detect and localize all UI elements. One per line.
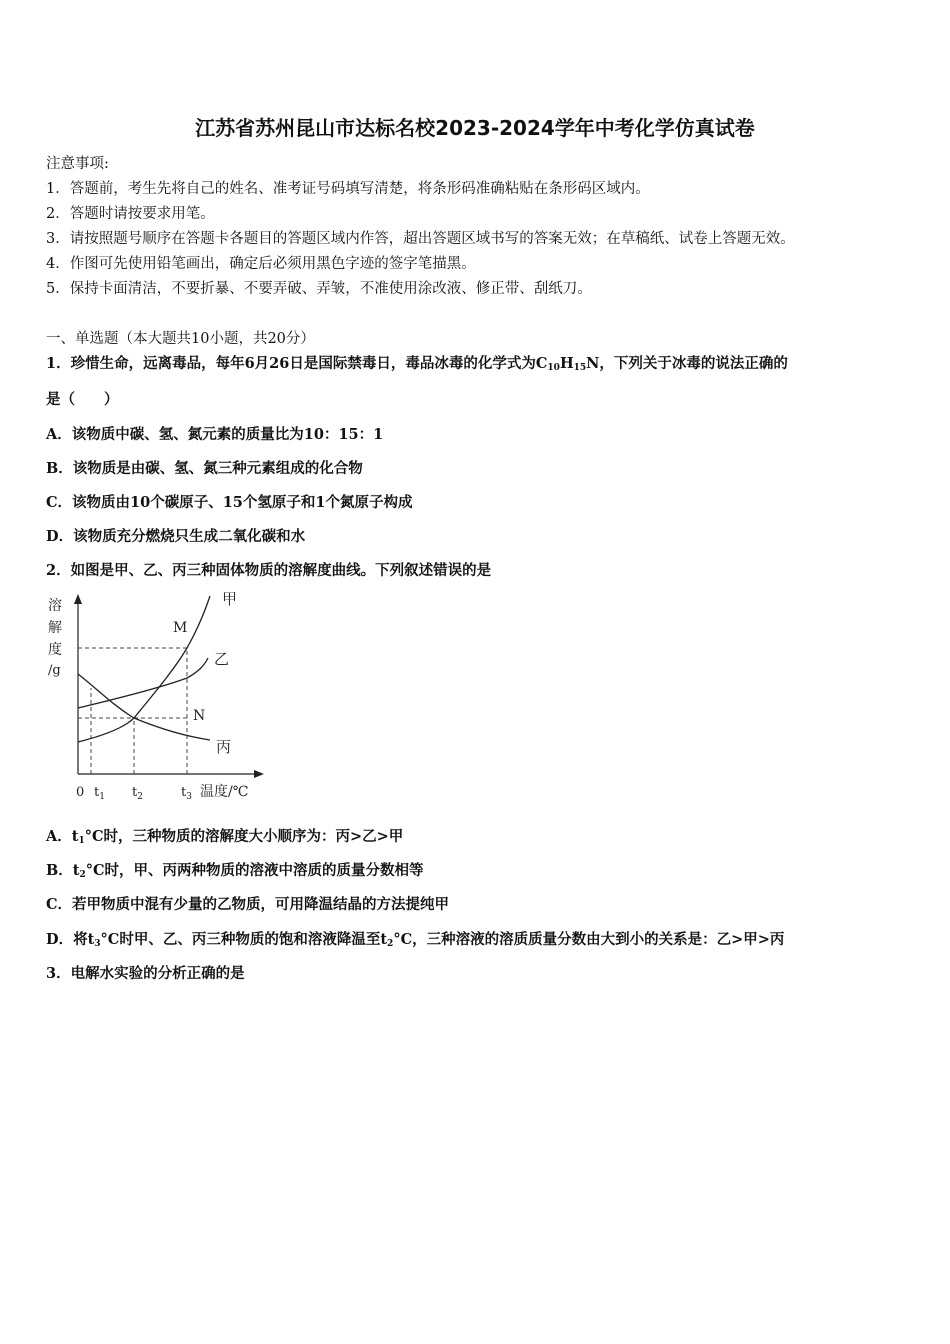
series-jia-label: 甲 <box>222 590 238 608</box>
notice-item-2: 2．答题时请按要求用笔。 <box>46 206 215 222</box>
q1-option-c: C．该物质由10个碳原子、15个氢原子和1个氮原子构成 <box>46 494 413 511</box>
y-axis-arrow <box>74 594 82 604</box>
y-label-4: /g <box>48 663 61 678</box>
q2-option-a: A．$t_1^\circ C$时，三种物质的溶解度大小顺序为：丙>乙>甲 <box>46 828 404 846</box>
x-tick-t1: $t_1$ <box>94 785 105 802</box>
q1-option-b: B．该物质是由碳、氢、氮三种元素组成的化合物 <box>46 460 363 477</box>
q1-option-d: D．该物质充分燃烧只生成二氧化碳和水 <box>46 528 306 545</box>
notice-item-1: 1．答题前，考生先将自己的姓名、准考证号码填写清楚，将条形码准确粘贴在条形码区域内。 <box>46 181 650 197</box>
q2-option-b: B．$t_2^\circ C$时，甲、丙两种物质的溶液中溶质的质量分数相等 <box>46 862 424 880</box>
q2-option-c: C．若甲物质中混有少量的乙物质，可用降温结晶的方法提纯甲 <box>46 896 450 913</box>
y-label-3: 度 <box>48 642 62 658</box>
series-yi-label: 乙 <box>214 650 230 668</box>
q1-stem-cont: 是（ ） <box>46 391 119 408</box>
x-tick-0: 0 <box>76 785 85 800</box>
q1-stem: 1．珍惜生命，远离毒品，每年6月26日是国际禁毒日，毒品冰毒的化学式为$C_{10}H_{15}N$，下列关于冰毒的说法正确的 <box>46 355 788 373</box>
y-label-2: 解 <box>48 620 62 636</box>
point-m-label: M <box>173 620 188 636</box>
q2-option-d: D．将$t_3^\circ C$时甲、乙、丙三种物质的饱和溶液降温至$t_2^\circ C$，三种溶液的溶质质量分数由大到小的关系是：乙>甲>丙 <box>46 931 785 949</box>
notice-heading: 注意事项: <box>46 156 109 172</box>
section-heading: 一、单选题（本大题共10小题，共20分） <box>46 331 315 347</box>
x-axis-arrow <box>254 770 264 778</box>
x-axis-label: 温度/℃ <box>200 784 249 800</box>
x-tick-t3: $t_3$ <box>181 785 192 802</box>
solubility-chart <box>40 588 280 808</box>
y-label-1: 溶 <box>48 598 62 614</box>
notice-item-5: 5．保持卡面清洁，不要折暴、不要弄破、弄皱，不准使用涂改液、修正带、刮纸刀。 <box>46 281 592 297</box>
x-tick-t2: $t_2$ <box>132 785 143 802</box>
q2-stem: 2．如图是甲、乙、丙三种固体物质的溶解度曲线。下列叙述错误的是 <box>46 562 492 579</box>
exam-title: 江苏省苏州昆山市达标名校2023-2024学年中考化学仿真试卷 <box>195 116 755 140</box>
series-bing-curve <box>78 674 210 740</box>
notice-item-3: 3．请按照题号顺序在答题卡各题目的答题区域内作答，超出答题区域书写的答案无效；在草稿纸、试卷上答题无效。 <box>46 231 795 247</box>
series-yi-curve <box>78 658 208 708</box>
point-n-label: N <box>193 708 206 724</box>
series-jia-curve <box>78 596 210 742</box>
notice-item-4: 4．作图可先使用铅笔画出，确定后必须用黑色字迹的签字笔描黑。 <box>46 256 476 272</box>
q1-option-a: A．该物质中碳、氢、氮元素的质量比为10：15：1 <box>46 426 384 443</box>
series-bing-label: 丙 <box>216 738 232 756</box>
q3-stem: 3．电解水实验的分析正确的是 <box>46 965 245 982</box>
